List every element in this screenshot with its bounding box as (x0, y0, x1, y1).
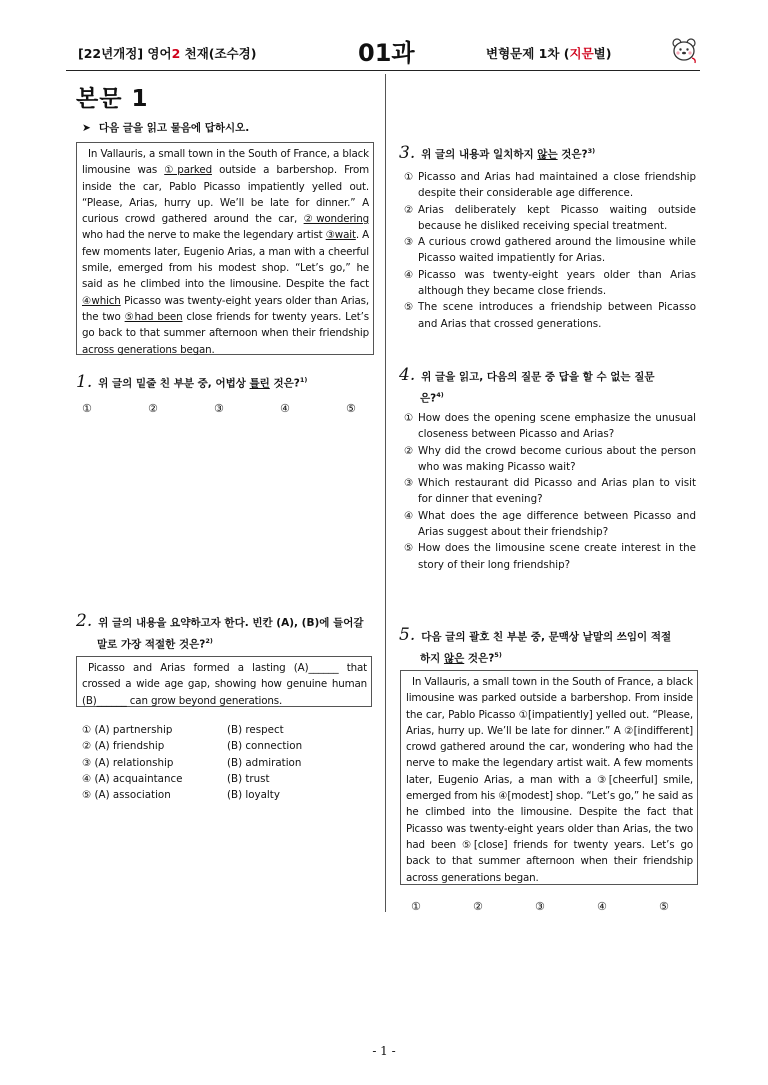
passage-text: close friends for twenty years. Let’s go back to that summer afternoon when their friendship across generations began. (82, 310, 369, 356)
passage-text: smile, emerged from his (406, 773, 694, 803)
passage-text: who had the nerve to make the legendary artist (82, 229, 326, 242)
underlined-4: ④which (82, 294, 121, 307)
option-text: Picasso and Arias had maintained a close friendship despite their considerable age difference. (418, 171, 696, 200)
page-header (0, 0, 768, 80)
question-text: 은? (420, 392, 437, 405)
option-a: (A) association (94, 789, 171, 802)
choice-4[interactable]: ④ (597, 900, 607, 913)
option-b: (B) trust (227, 772, 270, 785)
option[interactable] (404, 508, 696, 541)
passage-text: crowd gathered around the car, wondering who had the nerve to make the legendary artist wait. A few moments later, Eugenio Arias, a man with a (406, 741, 693, 786)
option-mark: ④ (82, 772, 92, 785)
option-b: (B) admiration (227, 756, 302, 769)
question-number: 2. (76, 611, 93, 631)
underlined-3: ③wait (325, 229, 356, 242)
choice-5[interactable]: ⑤ (346, 402, 356, 415)
arrow-icon: ➤ (82, 122, 91, 134)
column-divider (385, 74, 386, 912)
summary-text: that crossed a wide age gap, showing how genuine human (B) (82, 662, 368, 707)
header-type-post: 별) (593, 46, 612, 61)
option-mark: ① (404, 412, 414, 424)
question-text: 위 글을 읽고, 다음의 질문 중 답을 할 수 없는 질문 (421, 371, 655, 383)
lesson-title: 01과 (358, 39, 415, 67)
bracket-4: ④[modest] (498, 790, 553, 803)
question-1 (76, 371, 376, 393)
option-mark: ② (404, 444, 414, 457)
option-row[interactable] (82, 771, 302, 787)
option-text: A curious crowd gathered around the limousine while Picasso waited impatiently for Arias. (418, 236, 696, 265)
option-row[interactable] (82, 755, 302, 771)
q3-options (404, 169, 696, 332)
option-mark: ⑤ (404, 542, 414, 555)
summary-text: can grow beyond generations. (126, 694, 283, 707)
choice-2[interactable]: ② (148, 402, 158, 415)
question-text: 것은? (269, 377, 300, 390)
q2-options (82, 722, 302, 803)
passage-text: outside a barbershop. From inside the car, Pablo Picasso impatiently yelled out. “Please, Arias, hurry up. We’ll be late for dinner.” A curious crowd gathered around the car, (82, 164, 369, 226)
option-mark: ③ (404, 236, 414, 249)
option-text: How does the opening scene emphasize the unusual closeness between Picasso and Arias? (418, 412, 696, 441)
underlined-1: ①parked (164, 164, 212, 177)
passage-text: friends for twenty years. Let’s go back to that summer afternoon when their friendship across generations began. (406, 838, 693, 884)
option-mark: ⑤ (82, 789, 92, 802)
header-course (78, 44, 256, 62)
choice-3[interactable]: ③ (214, 402, 224, 415)
question-3 (399, 142, 699, 164)
underlined-2: ②wondering (303, 213, 370, 226)
option[interactable] (404, 410, 696, 443)
instruction (82, 120, 249, 135)
option-text: What does the age difference between Picasso and Arias suggest about their friendship? (418, 509, 696, 539)
footnote-ref: 5) (494, 651, 502, 659)
option-text: Arias deliberately kept Picasso waiting outside because he disliked receiving special treatment. (418, 203, 696, 232)
option-b: (B) loyalty (227, 789, 280, 802)
q1-choices (82, 402, 412, 415)
choice-4[interactable]: ④ (280, 402, 290, 415)
option[interactable] (404, 267, 696, 300)
question-text: 위 글의 내용을 요약하고자 한다. 빈칸 (A), (B)에 들어갈 (98, 617, 364, 629)
summary-text: Picasso and Arias formed a lasting (A) (88, 662, 309, 674)
header-type-red: 지문 (569, 46, 594, 61)
option-a: (A) friendship (94, 740, 165, 753)
underlined-5: ⑤had been (124, 310, 183, 323)
choice-1[interactable]: ① (411, 900, 421, 913)
header-type (486, 44, 611, 62)
header-type-pre: 변형문제 1차 ( (486, 46, 570, 61)
bracket-3: ③[cheerful] (597, 773, 658, 786)
bracket-1: ①[impatiently] (518, 708, 593, 721)
option-a: (A) partnership (94, 724, 173, 736)
bracket-2: ②[indifferent] (624, 724, 693, 737)
summary-box (76, 656, 372, 707)
option-row[interactable] (82, 738, 302, 754)
passage-text: yelled out. “Please, Arias, hurry up. We’ll be late for dinner.” A (406, 708, 693, 737)
passage-text: Picasso was twenty-eight years older than Arias, the two (82, 294, 370, 323)
option-mark: ④ (404, 268, 414, 281)
option-a: (A) relationship (94, 756, 174, 769)
question-text: 것은? (464, 652, 495, 665)
header-course-post: 천재(조수경) (180, 46, 257, 61)
option-a: (A) acquaintance (94, 772, 183, 785)
question-text-underlined: 않은 (443, 652, 465, 665)
option[interactable] (404, 169, 696, 202)
question-4 (399, 366, 699, 408)
option[interactable] (404, 202, 696, 235)
header-course-pre: [22년개정] 영어 (78, 46, 172, 61)
footnote-ref: 4) (436, 391, 444, 399)
question-text: 하지 (420, 652, 444, 665)
option-row[interactable] (82, 787, 302, 803)
question-2 (76, 612, 376, 654)
option-text: How does the limousine scene create interest in the story of their long friendship? (418, 542, 696, 571)
bracket-5: ⑤[close] (462, 838, 508, 851)
footnote-ref: 2) (205, 637, 213, 645)
q5-choices (411, 900, 721, 913)
passage-1 (76, 142, 374, 355)
option-mark: ③ (82, 756, 92, 769)
blank-a: ______ (308, 662, 339, 674)
question-text: 것은? (557, 148, 588, 161)
choice-3[interactable]: ③ (535, 900, 545, 913)
option-mark: ② (82, 740, 92, 753)
section-title: 본문 1 (76, 86, 149, 112)
question-text: 말로 가장 적절한 것은? (97, 638, 206, 651)
page-number: - 1 - (372, 1044, 396, 1058)
option-row[interactable] (82, 722, 302, 738)
question-text: 위 글의 밑줄 친 부분 중, 어법상 (98, 377, 250, 390)
option[interactable] (404, 299, 696, 332)
option-mark: ⑤ (404, 301, 414, 314)
option[interactable] (404, 234, 696, 267)
footnote-ref: 1) (299, 376, 308, 384)
question-text: 다음 글의 괄호 친 부분 중, 문맥상 낱말의 쓰임이 적절 (421, 631, 672, 643)
option-text: Why did the crowd become curious about the person who was making Picasso wait? (418, 444, 696, 473)
choice-1[interactable]: ① (82, 402, 92, 415)
option[interactable] (404, 443, 696, 476)
option-text: The scene introduces a friendship between Picasso and Arias that crossed generations. (418, 301, 696, 330)
option-mark: ③ (404, 477, 414, 490)
option-b: (B) connection (227, 740, 303, 753)
passage-text: shop. “Let’s go,” he said as he climbed into the limousine. Despite the fact that Picasso was twenty-eight years older than Arias, the two had been (406, 790, 693, 851)
question-text-underlined: 않는 (537, 148, 558, 161)
blank-b: ______ (96, 694, 127, 707)
question-number: 1. (76, 371, 93, 392)
choice-5[interactable]: ⑤ (659, 900, 669, 913)
question-number: 4. (399, 365, 416, 385)
choice-2[interactable]: ② (473, 900, 483, 913)
option[interactable] (404, 475, 696, 508)
passage-2 (400, 670, 698, 885)
option-mark: ④ (404, 509, 414, 522)
bear-mascot-icon (670, 36, 698, 64)
header-rule (66, 70, 700, 71)
passage-text: In Vallauris, a small town in the South of France, a black limousine was (82, 148, 369, 177)
option-mark: ① (82, 724, 92, 736)
question-5 (399, 626, 699, 668)
passage-text: . A few moments later, Eugenio Arias, a man with a cheerful smile, emerged from his modest shop. “Let’s go,” he said as he climbed into the limousine. Despite the fact (82, 229, 369, 291)
question-number: 5. (399, 625, 416, 645)
question-number: 3. (399, 142, 416, 163)
q4-options (404, 410, 696, 573)
option-text: Picasso was twenty-eight years older than Arias although they became close friends. (418, 268, 696, 298)
option-mark: ② (404, 203, 414, 216)
option-b: (B) respect (227, 724, 284, 736)
question-text: 위 글의 내용과 일치하지 (421, 148, 538, 161)
header-course-num: 2 (171, 46, 181, 61)
instruction-text: 다음 글을 읽고 물음에 답하시오. (98, 122, 250, 134)
question-text-underlined: 틀린 (249, 377, 270, 390)
option-text: Which restaurant did Picasso and Arias plan to visit for dinner that evening? (418, 477, 696, 506)
option[interactable] (404, 540, 696, 573)
passage-text: In Vallauris, a small town in the South of France, a black limousine was parked outside a barbershop. From inside the car, Pablo Picasso (406, 676, 693, 721)
option-mark: ① (404, 171, 414, 183)
footnote-ref: 3) (587, 147, 596, 155)
